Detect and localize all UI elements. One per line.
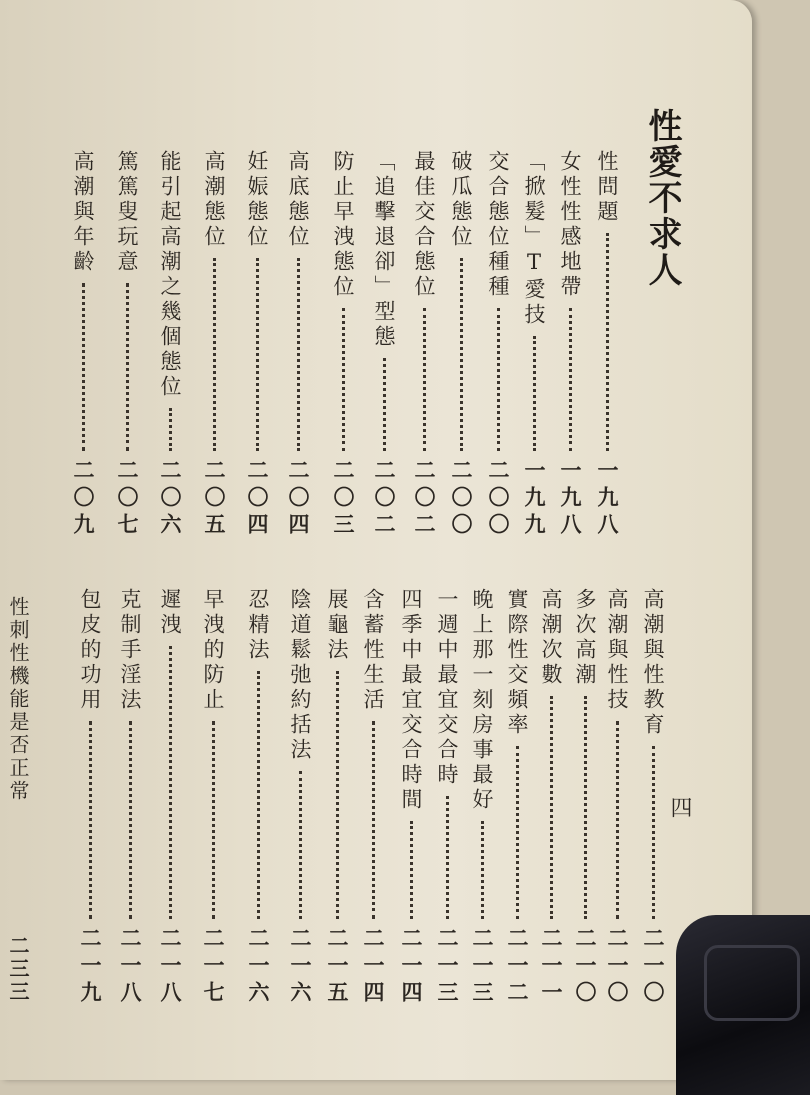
toc-entry: 高潮態位 二〇五 bbox=[202, 150, 227, 540]
edge-entry-page: 二三三 bbox=[6, 935, 30, 1004]
toc-entry: 「掀髮」T愛技 一九九 bbox=[522, 150, 547, 540]
toc-entry: 高底態位 二〇四 bbox=[286, 150, 311, 540]
toc-entry: 能引起高潮之幾個態位 二〇六 bbox=[158, 150, 183, 540]
toc-entry: 破瓜態位 二〇〇 bbox=[449, 150, 474, 540]
toc-entry: 「追擊退卻」型態 二〇二 bbox=[372, 150, 397, 540]
toc-entry: 包皮的功用 二一九 bbox=[78, 588, 103, 1008]
toc-entry: 高潮與性技 二一〇 bbox=[605, 588, 630, 1008]
toc-entry: 防止早洩態位 二〇三 bbox=[331, 150, 356, 540]
toc-entry: 含蓄性生活 二一四 bbox=[361, 588, 386, 1008]
toc-entry: 陰道鬆弛約括法 二一六 bbox=[288, 588, 313, 1008]
toc-entry: 展龜法 二一五 bbox=[325, 588, 350, 1008]
page-number: 四 bbox=[667, 796, 692, 818]
toc-entry: 性問題 一九八 bbox=[595, 150, 620, 540]
toc-entry: 高潮次數 二一一 bbox=[539, 588, 564, 1008]
toc-entry: 遲洩 二一八 bbox=[158, 588, 183, 1008]
toc-entry: 多次高潮 二一〇 bbox=[573, 588, 598, 1008]
dark-object-corner bbox=[676, 915, 810, 1095]
toc-entry: 篤篤叟玩意 二〇七 bbox=[115, 150, 140, 540]
toc-entry: 最佳交合態位 二〇二 bbox=[412, 150, 437, 540]
toc-entry: 早洩的防止 二一七 bbox=[201, 588, 226, 1008]
toc-entry: 實際性交頻率 二一二 bbox=[505, 588, 530, 1008]
edge-entry-text: 性刺性機能是否正常 bbox=[6, 596, 30, 803]
toc-entry: 交合態位種種 二〇〇 bbox=[486, 150, 511, 540]
toc-entry: 女性性感地帶 一九八 bbox=[558, 150, 583, 540]
toc-entry: 晚上那一刻房事最好 二一三 bbox=[470, 588, 495, 1008]
toc-entry: 克制手淫法 二一八 bbox=[118, 588, 143, 1008]
toc-entry: 妊娠態位 二〇四 bbox=[245, 150, 270, 540]
section-title: 性愛不求人 bbox=[642, 108, 682, 288]
toc-entry: 高潮與年齡 二〇九 bbox=[71, 150, 96, 540]
toc-entry: 一週中最宜交合時 二一三 bbox=[435, 588, 460, 1008]
toc-entry: 高潮與性教育 二一〇 bbox=[641, 588, 666, 1008]
toc-entry: 忍精法 二一六 bbox=[246, 588, 271, 1008]
toc-entry: 四季中最宜交合時間 二一四 bbox=[399, 588, 424, 1008]
